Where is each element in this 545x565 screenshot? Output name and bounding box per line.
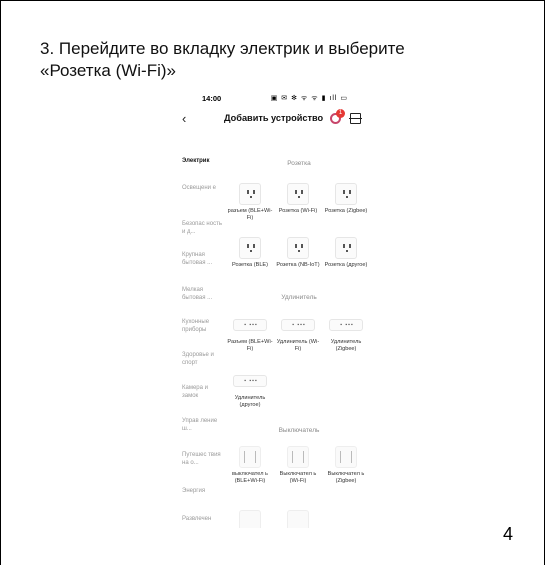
tile-label: выключател ь (BLE+Wi-Fi) <box>232 471 268 484</box>
tile-label: Удлинитель (другое) <box>234 395 266 408</box>
socket-icon <box>239 183 261 205</box>
sidebar-item-security[interactable]: Безопас ность и д... <box>182 221 222 235</box>
tile-label: Выключател ь (Zigbee) <box>327 471 365 484</box>
nav-bar <box>174 108 374 130</box>
instruction-line-2: «Розетка (Wi-Fi)» <box>40 61 176 80</box>
socket-icon <box>335 237 357 259</box>
status-time: 14:00 <box>202 94 222 103</box>
sidebar-item-small-appliances[interactable]: Мелкая бытовая ... <box>182 287 213 301</box>
power-strip-icon: ▪ ▪▪▪ <box>329 319 363 331</box>
power-strip-icon: ▪ ▪▪▪ <box>281 319 315 331</box>
chevron-left-icon[interactable]: ‹ <box>182 111 187 126</box>
tile-label: Розетка (NB-IoT) <box>276 262 320 268</box>
switch-icon <box>239 446 261 468</box>
tile-label: Розетка (Zigbee) <box>324 208 368 214</box>
tile-partial[interactable] <box>275 510 321 528</box>
tile-socket-nbiot[interactable] <box>275 237 321 269</box>
switch-icon <box>335 446 357 468</box>
sidebar-item-electric[interactable]: Электрик <box>182 158 210 164</box>
socket-icon <box>335 183 357 205</box>
section-title-extender: Удлинитель <box>281 294 317 301</box>
power-strip-icon: ▪ ▪▪▪ <box>233 375 267 387</box>
sidebar-item-entertainment[interactable]: Развлечен <box>182 516 212 522</box>
tile-label: Розетка (Wi-Fi) <box>278 208 318 214</box>
tile-label: Розетка (другое) <box>324 262 368 268</box>
switch-icon <box>239 510 261 528</box>
notification-badge: 1 <box>336 109 345 118</box>
page-number: 4 <box>502 524 513 544</box>
switch-icon <box>287 446 309 468</box>
section-title-socket: Розетка <box>287 160 311 167</box>
scan-icon[interactable] <box>350 113 361 124</box>
tile-label: Удлинитель (Zigbee) <box>330 339 362 352</box>
tile-extender-wifi[interactable] <box>275 314 321 353</box>
status-icons: ▣ ✉ ✻ ᯤ ᯤ ▮ ıll ▭ <box>270 95 348 102</box>
socket-icon <box>239 237 261 259</box>
sidebar-item-kitchen[interactable]: Кухонные приборы <box>182 319 210 333</box>
tile-partial[interactable] <box>227 510 273 528</box>
tile-label: разъем (BLE+Wi-Fi) <box>227 208 273 221</box>
phone-screenshot <box>174 88 374 528</box>
tile-label: Розетка (BLE) <box>231 262 269 268</box>
page-title: Добавить устройство <box>224 113 324 123</box>
tile-socket-zigbee[interactable] <box>323 183 369 215</box>
section-title-switch: Выключатель <box>278 427 320 434</box>
tile-extender-other[interactable] <box>227 370 273 409</box>
tile-extender-ble-wifi[interactable] <box>227 314 273 353</box>
switch-icon <box>287 510 309 528</box>
power-strip-icon: ▪ ▪▪▪ <box>233 319 267 331</box>
tile-socket-other[interactable] <box>323 237 369 269</box>
tile-socket-ble[interactable] <box>227 237 273 269</box>
sidebar-item-health[interactable]: Здоровье и спорт <box>182 352 214 366</box>
tile-socket-ble-wifi[interactable] <box>227 183 273 222</box>
tile-switch-zigbee[interactable] <box>323 446 369 485</box>
sidebar-item-control[interactable]: Управ ление ш... <box>182 418 218 432</box>
tile-label: Удлинитель (Wi-Fi) <box>276 339 320 352</box>
instruction-line-1: 3. Перейдите во вкладку электрик и выберите <box>40 39 405 58</box>
tile-switch-wifi[interactable] <box>275 446 321 485</box>
instruction-text <box>40 38 510 82</box>
tile-socket-wifi[interactable] <box>275 183 321 215</box>
socket-icon <box>287 183 309 205</box>
sidebar-item-camera[interactable]: Камера и замок <box>182 385 208 399</box>
status-bar <box>174 88 374 108</box>
sidebar-item-energy[interactable]: Энергия <box>182 488 206 494</box>
tile-switch-ble-wifi[interactable] <box>227 446 273 485</box>
tile-extender-zigbee[interactable] <box>323 314 369 353</box>
tile-label: Разъем (BLE+Wi-Fi) <box>227 339 273 352</box>
socket-icon <box>287 237 309 259</box>
sidebar-item-lighting[interactable]: Освещени е <box>182 185 216 191</box>
tile-label: Выключател ь (Wi-Fi) <box>279 471 317 484</box>
sidebar-item-large-appliances[interactable]: Крупная бытовая ... <box>182 252 213 266</box>
sidebar-item-travel[interactable]: Путешес твия на о... <box>182 452 221 466</box>
